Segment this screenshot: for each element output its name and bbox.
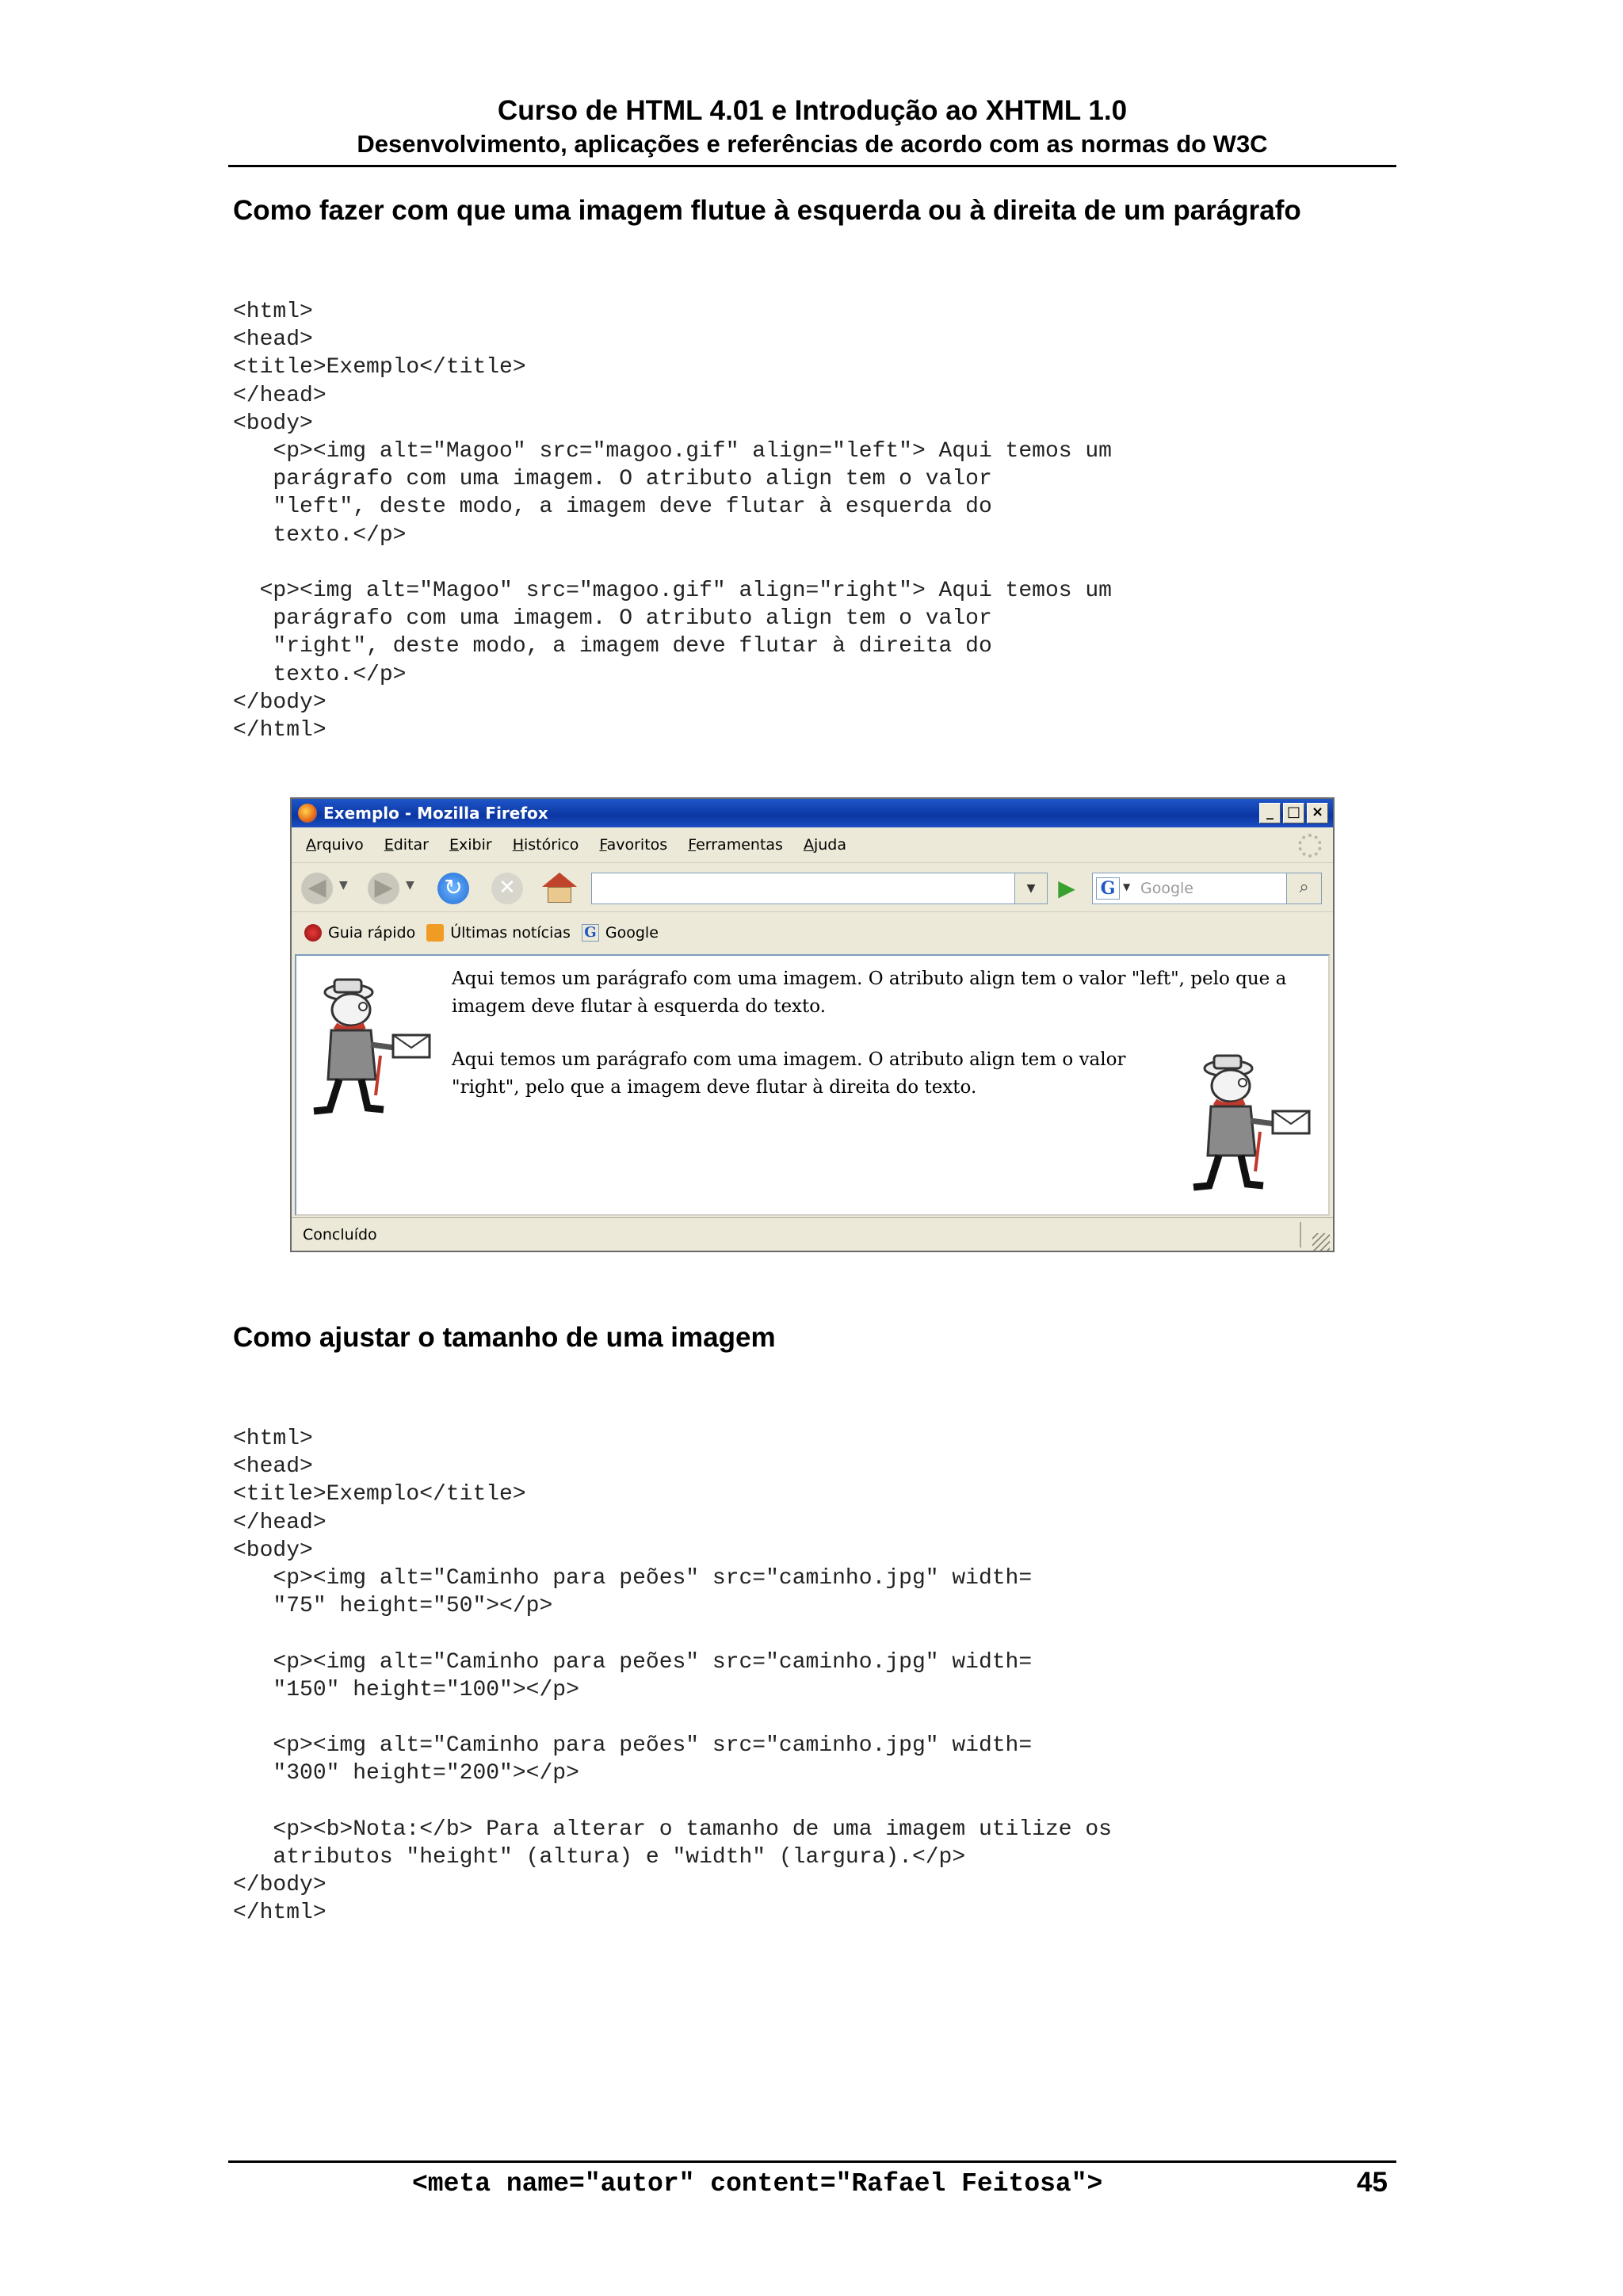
bookmark-label: Google — [605, 923, 659, 942]
rss-icon — [426, 924, 444, 942]
menu-ferramentas[interactable]: Ferramentas — [688, 836, 783, 854]
status-text: Concluído — [303, 1226, 377, 1244]
code-line: <head> — [233, 1454, 313, 1480]
window-controls — [1259, 803, 1328, 823]
course-subtitle: Desenvolvimento, aplicações e referências de acordo com as normas do W3C — [357, 130, 1268, 158]
code-line: </body> — [233, 1873, 327, 1898]
window-title: Exemplo - Mozilla Firefox — [323, 804, 548, 823]
menu-bar — [292, 827, 1333, 862]
code-line: <html> — [233, 300, 313, 324]
google-engine-icon[interactable]: G — [1096, 877, 1120, 900]
menu-arquivo[interactable]: Arquivo — [306, 836, 364, 854]
footer-rule — [228, 2160, 1396, 2163]
address-bar[interactable] — [591, 873, 1048, 904]
navigation-toolbar — [292, 862, 1333, 911]
menu-historico[interactable]: Histórico — [512, 836, 579, 854]
resize-grip-icon[interactable] — [1312, 1233, 1330, 1251]
back-arrow-icon[interactable]: ◀ — [301, 873, 333, 904]
menu-favoritos[interactable]: Favoritos — [599, 836, 668, 854]
browser-titlebar — [292, 799, 1333, 827]
code-line: </body> — [233, 690, 327, 715]
forward-arrow-icon[interactable]: ▶ — [368, 873, 399, 904]
code-block-float — [233, 298, 1112, 744]
address-dropdown-icon[interactable]: ▼ — [1014, 873, 1048, 904]
code-line: <title>Exemplo</title> — [233, 355, 526, 380]
code-line: <body> — [233, 411, 313, 436]
code-line: <p><img alt="Caminho para peões" src="caminho.jpg" width= — [233, 1649, 1033, 1675]
code-line: <body> — [233, 1538, 313, 1563]
google-icon: G — [582, 924, 599, 942]
code-line: texto.</p> — [233, 522, 407, 548]
bookmark-label: Últimas notícias — [450, 923, 571, 942]
code-line: </head> — [233, 383, 327, 408]
maximize-button[interactable]: □ — [1283, 803, 1304, 823]
preview-paragraph-left: Aqui temos um parágrafo com uma imagem. O atributo align tem o valor "left", pelo que a imagem deve flutar à esquerda do texto. — [452, 968, 1287, 1017]
footer-meta: <meta name="autor" content="Rafael Feitosa"> — [412, 2169, 1103, 2199]
search-placeholder: Google — [1140, 880, 1194, 897]
search-magnifier-icon[interactable]: ⌕ — [1286, 873, 1321, 904]
page-viewport — [295, 954, 1330, 1216]
code-line — [233, 549, 1112, 577]
page-number: 45 — [1357, 2167, 1388, 2198]
go-arrow-icon[interactable]: ▶ — [1058, 875, 1075, 901]
code-line: "75" height="50"></p> — [233, 1594, 553, 1619]
minimize-button[interactable]: _ — [1259, 803, 1281, 823]
bookmark-guia-rapido[interactable] — [304, 924, 415, 942]
menu-exibir[interactable]: Exibir — [449, 836, 492, 854]
code-line: parágrafo com uma imagem. O atributo align tem o valor — [233, 606, 992, 632]
code-line: parágrafo com uma imagem. O atributo align tem o valor — [233, 467, 992, 492]
status-bar — [292, 1217, 1333, 1252]
magoo-right-image — [1187, 1045, 1322, 1195]
bookmark-ultimas-noticias[interactable] — [426, 924, 571, 942]
bookmarks-toolbar — [292, 911, 1333, 953]
magoo-left-image — [307, 968, 442, 1119]
section-heading-resize: Como ajustar o tamanho de uma imagem — [233, 1322, 776, 1353]
menu-editar[interactable]: Editar — [384, 836, 429, 854]
code-line: <p><img alt="Magoo" src="magoo.gif" align="right"> Aqui temos um — [233, 579, 1112, 604]
bookmark-google[interactable] — [582, 924, 659, 942]
close-button[interactable]: × — [1307, 803, 1328, 823]
preview-paragraph-right: Aqui temos um parágrafo com uma imagem. O atributo align tem o valor "right", pelo que a imagem deve flutar à direita do texto. — [452, 1049, 1126, 1098]
code-line: <title>Exemplo</title> — [233, 1482, 526, 1507]
stop-icon[interactable]: ✕ — [491, 873, 523, 904]
code-line: </html> — [233, 1901, 327, 1926]
code-line: <p><img alt="Caminho para peões" src="caminho.jpg" width= — [233, 1733, 1033, 1759]
firefox-logo-icon — [298, 804, 317, 823]
code-line — [233, 1620, 1112, 1648]
code-line: <p><img alt="Magoo" src="magoo.gif" align="left"> Aqui temos um — [233, 439, 1112, 464]
reload-icon[interactable]: ↻ — [437, 873, 469, 904]
forward-history-caret-icon[interactable]: ▼ — [406, 879, 414, 892]
guia-icon — [304, 924, 322, 942]
code-line: <html> — [233, 1427, 313, 1451]
back-history-caret-icon[interactable]: ▼ — [339, 879, 348, 892]
code-line — [233, 1704, 1112, 1732]
header-rule — [228, 165, 1396, 167]
code-line: <head> — [233, 327, 313, 353]
section-heading-float: Como fazer com que uma imagem flutue à esquerda ou à direita de um parágrafo — [233, 195, 1301, 226]
code-line: </html> — [233, 718, 327, 743]
code-line — [233, 1788, 1112, 1816]
menu-ajuda[interactable]: Ajuda — [803, 836, 846, 854]
bookmark-label: Guia rápido — [328, 923, 416, 942]
browser-screenshot — [290, 797, 1335, 1252]
engine-dropdown-icon[interactable]: ▼ — [1123, 881, 1131, 892]
home-icon[interactable] — [542, 873, 577, 904]
throbber-icon — [1298, 834, 1322, 858]
code-line: "right", deste modo, a imagem deve flutar à direita do — [233, 634, 992, 659]
code-line: atributos "height" (altura) e "width" (largura).</p> — [233, 1845, 966, 1870]
code-line: </head> — [233, 1510, 327, 1535]
code-line: "left", deste modo, a imagem deve flutar à esquerda do — [233, 495, 992, 520]
code-line: "300" height="200"></p> — [233, 1761, 579, 1786]
page-header — [228, 94, 1396, 160]
search-box[interactable] — [1092, 873, 1322, 904]
code-line: texto.</p> — [233, 662, 407, 687]
code-line: <p><img alt="Caminho para peões" src="caminho.jpg" width= — [233, 1566, 1033, 1591]
code-line: <p><b>Nota:</b> Para alterar o tamanho de uma imagem utilize os — [233, 1817, 1112, 1842]
course-title: Curso de HTML 4.01 e Introdução ao XHTML 1.0 — [497, 95, 1128, 126]
status-separator — [1300, 1222, 1301, 1247]
code-line: "150" height="100"></p> — [233, 1677, 579, 1702]
code-block-resize — [233, 1425, 1112, 1927]
